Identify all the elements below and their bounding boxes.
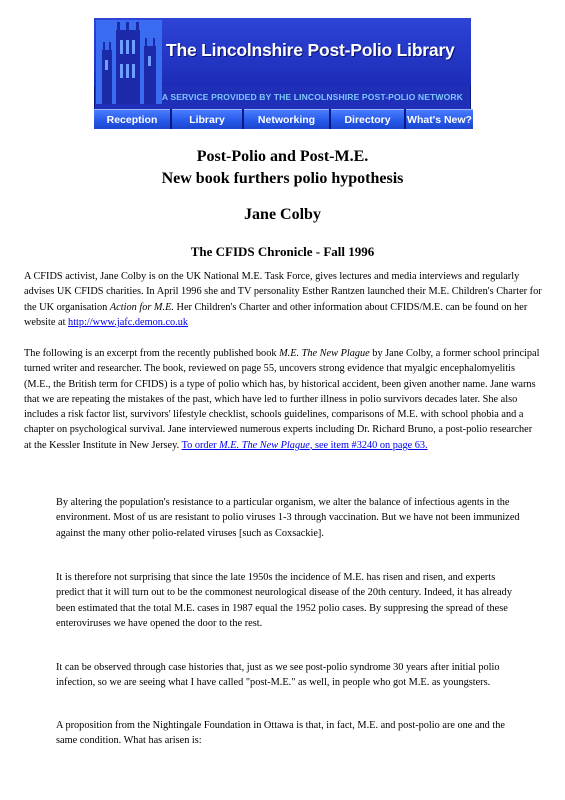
book-title: M.E. The New Plague	[279, 348, 370, 359]
intro-text-b: Her Children's Charter and other information about CFIDS/M.E. can be found on her website at	[24, 301, 528, 328]
article-title	[0, 146, 565, 190]
article-title-line1: Post-Polio and Post-M.E.	[196, 148, 369, 165]
site-title: The Lincolnshire Post-Polio Library	[166, 40, 455, 60]
nav-whats-new[interactable]: What's New?	[406, 109, 473, 129]
nav-library[interactable]: Library	[172, 109, 242, 129]
intro-text-a: A CFIDS activist, Jane Colby is on the UK National M.E. Task Force, gives lectures and media interviews and regularly advises UK CFIDS charities. In April 1996 she and TV personality Esther Rantzen launched their M.E. Children's Charter for the UK organisation	[24, 271, 542, 313]
nav-networking[interactable]: Networking	[244, 109, 329, 129]
nav-reception[interactable]: Reception	[94, 109, 170, 129]
book-text-a: The following is an excerpt from the recently published book	[24, 348, 280, 359]
order-link-a: To order	[181, 439, 220, 451]
article-author: Jane Colby	[244, 206, 321, 223]
order-link-b: , see item #3240 on page 63.	[309, 439, 428, 451]
quote-paragraph: It is therefore not surprising that since the late 1950s the incidence of M.E. has risen and risen, and experts predict that it will turn out to be the commonest neurological disease of the 20th century. Indeed, it has already been estimated that the total M.E. cases in 1987 equal the 1952 polio cases. By suppresing the spread of these enteroviruses we have opened the door to the rest.	[56, 572, 512, 629]
article-title-line2: New book furthers polio hypothesis	[161, 170, 404, 187]
website-link[interactable]: http://www.jafc.demon.co.uk	[68, 316, 189, 328]
intro-paragraph	[24, 269, 542, 330]
intro-org-name: Action for M.E.	[109, 301, 174, 313]
order-link[interactable]	[182, 440, 428, 451]
quote-paragraph: By altering the population's resistance to a particular organism, we alter the balance of infectious agents in the environment. Most of us are resistant to polio viruses 1-3 through vaccination. But we have not been immunized against the many other polio-related viruses [such as Coxsackie].	[56, 497, 520, 539]
book-paragraph	[24, 346, 542, 453]
quote-paragraph: It can be observed through case histories that, just as we see post-polio syndrome 30 years after initial polio infection, so we are seeing what I have called "post-M.E." as well, in people who got M.E. as youngsters.	[56, 662, 500, 689]
order-link-book: M.E. The New Plague	[219, 439, 310, 451]
quote-paragraph: A proposition from the Nightingale Foundation in Ottawa is that, in fact, M.E. and post-polio are one and the same condition. What has arisen is:	[56, 720, 505, 747]
site-subtitle: A SERVICE PROVIDED BY THE LINCOLNSHIRE POST-POLIO NETWORK	[161, 92, 463, 102]
site-banner	[94, 18, 471, 129]
article-source: The CFIDS Chronicle - Fall 1996	[190, 244, 375, 259]
main-nav	[94, 109, 471, 129]
book-text-b: by Jane Colby, a former school principal turned writer and researcher. The book, reviewed on page 55, uncovers strong evidence that myalgic encephalomyelitis (M.E., the British term for CFIDS) is a type of polio which has, by historical accident, been given another name. Jane warns that we are repeating the mistakes of the past, which have led to further illness in polio survivors decades later. She also includes a risk factor list, survivors' lifestyle checklist, schools guidelines, comparisons of M.E. with school phobia and a chapter on psychological survival. Jane interviewed numerous experts including Dr. Richard Bruno, a post-polio researcher at the Kessler Institute in New Jersey.	[24, 348, 540, 451]
nav-directory[interactable]: Directory	[331, 109, 404, 129]
